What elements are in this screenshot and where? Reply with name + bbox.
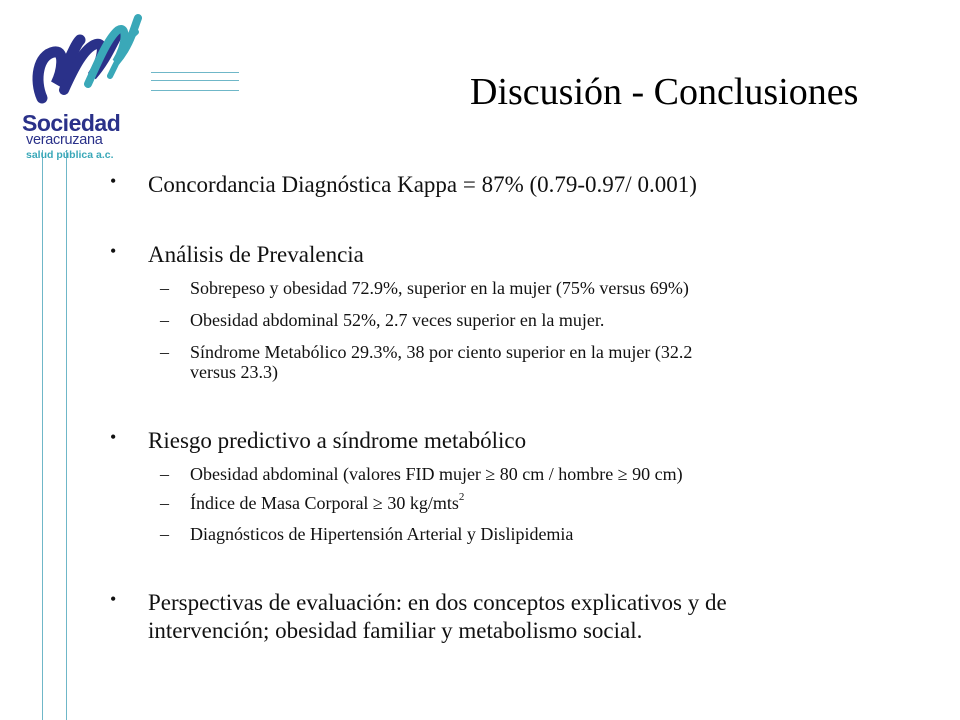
decorative-vertical-line — [42, 150, 43, 720]
bullet-icon: • — [110, 427, 117, 447]
sub-item-text: Obesidad abdominal (valores FID mujer ≥ 80 cm / hombre ≥ 90 cm) — [190, 464, 683, 484]
sub-item-text: Sobrepeso y obesidad 72.9%, superior en la mujer (75% versus 69%) — [190, 278, 689, 298]
dash-icon: – — [160, 464, 169, 484]
superscript: 2 — [458, 491, 465, 503]
sub-item-continuation — [190, 362, 278, 383]
dash-icon: – — [160, 524, 169, 544]
logo-name-line2: veracruzana — [26, 132, 103, 148]
bullet-item — [110, 589, 727, 616]
bullet-item — [110, 241, 364, 268]
sub-item — [160, 278, 689, 299]
logo-mark-icon — [22, 10, 172, 110]
dash-icon: – — [160, 342, 169, 362]
dash-icon: – — [160, 310, 169, 330]
bullet-text: Concordancia Diagnóstica Kappa = 87% (0.79-0.97/ 0.001) — [148, 172, 697, 197]
logo-name-line1: Sociedad — [22, 110, 121, 136]
sub-item-text: versus 23.3) — [190, 362, 278, 382]
decorative-vertical-line — [66, 150, 67, 720]
sub-item-text: Obesidad abdominal 52%, 2.7 veces superior en la mujer. — [190, 310, 605, 330]
dash-icon: – — [160, 278, 169, 298]
bullet-item-continuation — [148, 618, 642, 644]
sub-item — [160, 491, 465, 514]
organization-logo — [22, 10, 172, 160]
dash-icon: – — [160, 493, 169, 513]
bullet-item — [110, 171, 697, 198]
bullet-text: Perspectivas de evaluación: en dos conceptos explicativos y de — [148, 590, 727, 615]
bullet-item — [110, 427, 527, 454]
bullet-icon: • — [110, 241, 117, 261]
sub-item — [160, 524, 574, 545]
sub-item — [160, 342, 693, 363]
bullet-text: intervención; obesidad familiar y metabolismo social. — [148, 618, 643, 643]
sub-item-text: Síndrome Metabólico 29.3%, 38 por ciento superior en la mujer (32.2 — [190, 342, 693, 362]
bullet-icon: • — [110, 589, 117, 609]
bullet-text: Riesgo predictivo a síndrome metabólico — [148, 428, 527, 453]
logo-name-line3: salud pública a.c. — [26, 149, 114, 161]
bullet-text: Análisis de Prevalencia — [148, 242, 364, 267]
slide-title: Discusión - Conclusiones — [470, 71, 859, 113]
sub-item — [160, 310, 605, 331]
bullet-icon: • — [110, 171, 117, 191]
sub-item-text: Índice de Masa Corporal ≥ 30 kg/mts — [190, 493, 459, 513]
sub-item — [160, 464, 683, 485]
sub-item-text: Diagnósticos de Hipertensión Arterial y Dislipidemia — [190, 524, 574, 544]
